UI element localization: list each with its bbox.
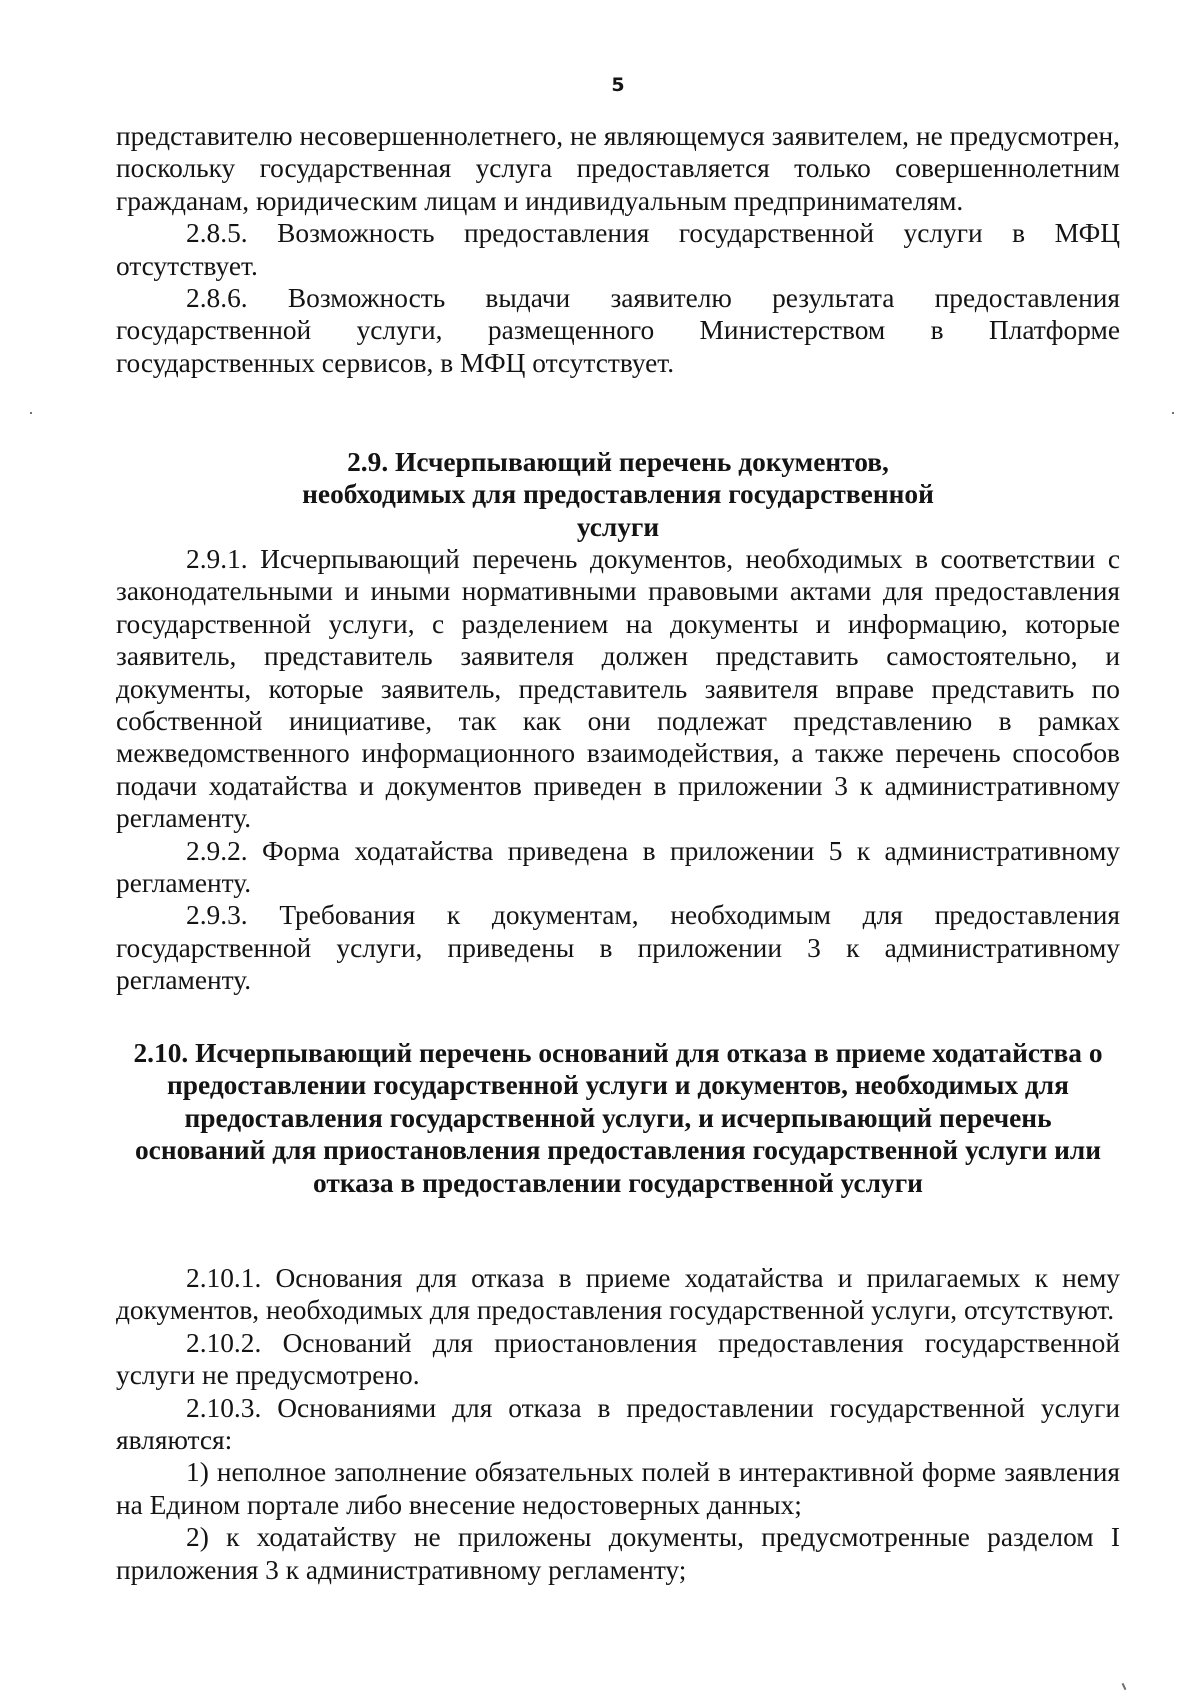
section-2-9-body: [116, 543, 1120, 997]
paragraph-2-8-5: 2.8.5. Возможность предоставления государственной услуги в МФЦ отсутствует.: [116, 218, 1120, 281]
paragraph-2-9-1: 2.9.1. Исчерпывающий перечень документов, необходимых в соответствии с законодательными и иными нормативными правовыми актами для предоставления государственной услуги, с разделением на документы и информацию, которые заявитель, представитель заявителя должен представить самостоятельно, и документы, которые заявитель, представитель заявителя вправе представить по собственной инициативе, так как они подлежат представлению в рамках межведомственного информационного взаимодействия, а также перечень способов подачи ходатайства и документов приведен в приложении 3 к административному регламенту.: [116, 544, 1120, 834]
list-item-2: 2) к ходатайству не приложены документы, предусмотренные разделом I приложения 3 к административному регламенту;: [116, 1522, 1120, 1585]
paragraph-2-10-3: 2.10.3. Основаниями для отказа в предоставлении государственной услуги являются:: [116, 1392, 1120, 1456]
intro-section: [116, 120, 1120, 379]
section-2-9-heading-block: [116, 446, 1120, 543]
scan-speck: [30, 412, 32, 414]
paragraph-2-9-3: 2.9.3. Требования к документам, необходимым для предоставления государственной услуги, приведены в приложении 3 к административному регламенту.: [116, 900, 1120, 996]
paragraph-continuation: представителю несовершеннолетнего, не являющемуся заявителем, не предусмотрен, поскольку государственная услуга предоставляется только совершеннолетним гражданам, юридическим лицам и индивидуальным предпринимателям.: [116, 121, 1120, 216]
paragraph-2-8-6: 2.8.6. Возможность выдачи заявителю результата предоставления государственной услуги, размещенного Министерством в Платформе государственных сервисов, в МФЦ отсутствует.: [116, 283, 1120, 378]
scan-speck: [1172, 412, 1174, 414]
list-item-1: 1) неполное заполнение обязательных полей в интерактивной форме заявления на Едином портале либо внесение недостоверных данных;: [116, 1457, 1120, 1520]
scan-speck: [1122, 1683, 1127, 1690]
section-2-10-heading: 2.10. Исчерпывающий перечень оснований для отказа в приеме ходатайства о предоставлении государственной услуги и документов, необходимых для предоставления государственной услуги, и исчерпывающий перечень оснований для приостановления предоставления государственной услуги или отказа в предоставлении государственной услуги: [133, 1038, 1103, 1198]
section-2-9-heading: 2.9. Исчерпывающий перечень документов, необходимых для предоставления государственной услуги: [302, 447, 934, 542]
paragraph-2-9-2: 2.9.2. Форма ходатайства приведена в приложении 5 к административному регламенту.: [116, 835, 1120, 899]
paragraph-2-10-1: 2.10.1. Основания для отказа в приеме ходатайства и прилагаемых к нему документов, необходимых для предоставления государственной услуги, отсутствуют.: [116, 1263, 1120, 1326]
section-2-10-heading-block: [126, 1037, 1110, 1199]
page-number: 5: [611, 74, 625, 96]
paragraph-2-10-2: 2.10.2. Оснований для приостановления предоставления государственной услуги не предусмотрено.: [116, 1327, 1120, 1391]
section-2-10-body: [116, 1262, 1120, 1586]
